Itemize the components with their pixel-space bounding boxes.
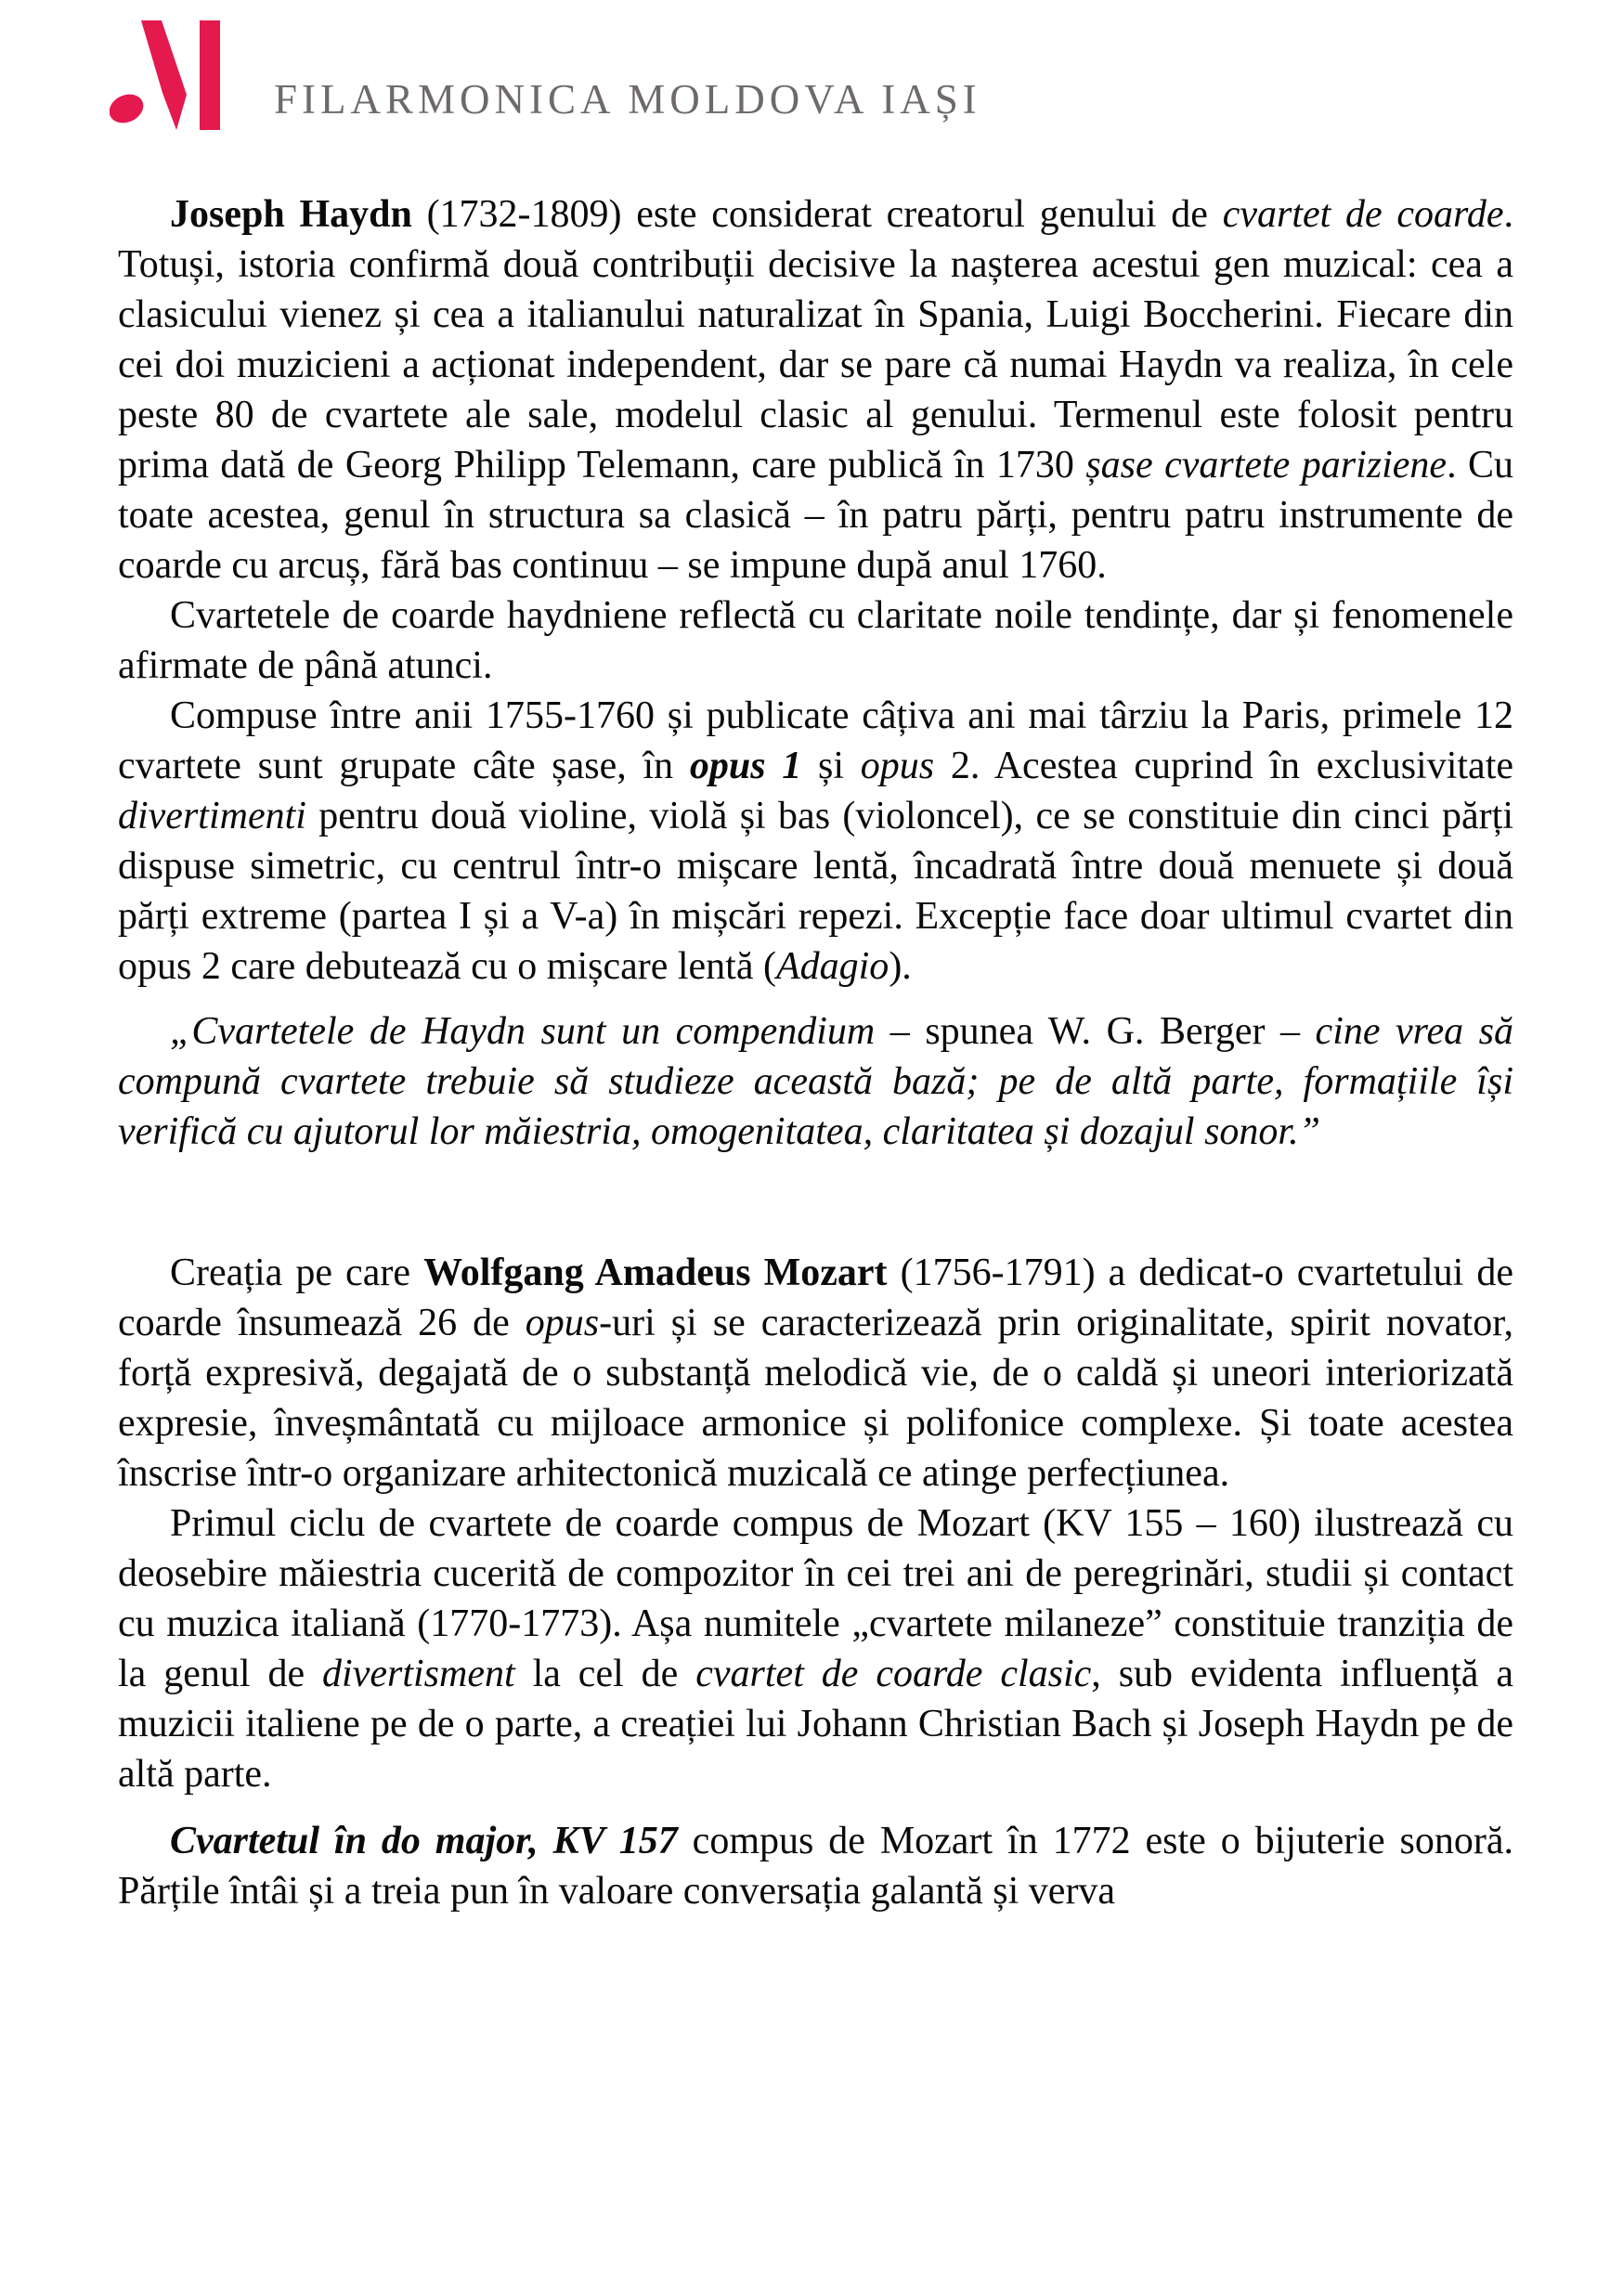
text-segment-regular: -uri și se caracterizează prin originalitate, spirit novator, forță expresivă, degajată de o substanță melodică vie, de o caldă și uneori interiorizată expresie, înveșmântată cu mijloace armonice și polifonice complexe. Și toate acestea înscrise într-o organizare arhitectonică muzicală ce atinge perfecțiunea.: [118, 1302, 1513, 1495]
text-segment-italic: divertisment: [322, 1653, 515, 1695]
body-paragraph: [118, 1816, 1513, 1916]
filarmonica-logo-icon: [110, 19, 226, 132]
logo-vertical-bar: [200, 20, 220, 130]
text-segment-bold-italic: Cvartetul în do major, KV 157: [170, 1820, 678, 1862]
logo-diagonal-stroke: [141, 20, 187, 130]
text-segment-regular: și: [801, 745, 861, 787]
text-segment-italic: șase cvartete pariziene: [1085, 444, 1448, 486]
text-segment-regular: la cel de: [514, 1653, 696, 1695]
logo-note-dot: [110, 89, 148, 128]
body-paragraph: [118, 691, 1513, 992]
text-segment-italic: opus: [525, 1302, 600, 1344]
brand-name: FILARMONICA MOLDOVA IAȘI: [274, 76, 981, 123]
text-segment-regular: , sub evidenta influență a muzicii italiene pe de o parte, a creației lui Johann Christian Bach și Joseph Haydn pe de altă parte.: [118, 1653, 1514, 1796]
text-segment-italic: cvartet de coarde clasic: [695, 1653, 1092, 1695]
text-segment-italic: Adagio: [775, 945, 889, 988]
text-segment-italic: cvartet de coarde: [1222, 193, 1504, 236]
text-segment-regular: Cvartetele de coarde haydniene reflectă cu claritate noile tendințe, dar și fenomenele afirmate de până atunci.: [118, 594, 1513, 687]
text-segment-italic: „Cvartetele de Haydn sunt un compendium: [170, 1010, 876, 1053]
body-paragraph: [118, 189, 1513, 590]
text-segment-bold-italic: opus 1: [689, 745, 802, 787]
text-segment-regular: ).: [889, 945, 912, 988]
text-segment-regular: (1732-1809) este considerat creatorul genului de: [411, 193, 1223, 236]
text-segment-regular: Primul ciclu de cvartete de coarde compus de Mozart (KV 155 – 160) ilustrează cu deosebire măiestria cucerită de compozitor în cei trei ani de peregrinări, studii și contact cu muzica italiană (1770-1773). Așa numitele „cvartete milaneze” constituie tranziția de la genul de: [118, 1502, 1513, 1695]
text-segment-bold: Joseph Haydn: [170, 193, 412, 236]
text-segment-bold: Wolfgang Amadeus Mozart: [423, 1252, 888, 1294]
text-segment-italic: divertimenti: [118, 795, 306, 837]
text-segment-regular: 2. Acestea cuprind în exclusivitate: [934, 745, 1514, 787]
text-segment-regular: pentru două violine, violă și bas (violoncel), ce se constituie din cinci părți dispuse simetric, cu centrul într-o mișcare lentă, încadrată între două menuete și două părți extreme (partea I și a V-a) în mișcări repezi. Excepție face doar ultimul cvartet din opus 2 care debutează cu o mișcare lentă (: [118, 795, 1513, 988]
text-segment-regular: . Totuși, istoria confirmă două contribuții decisive la nașterea acestui gen muzical: cea a clasicului vienez și cea a italianului naturalizat în Spania, Luigi Boccherini. Fiecare din cei doi muzicieni a acționat independent, dar se pare că numai Haydn va realiza, în cele peste 80 de cvartete ale sale, modelul clasic al genului. Termenul este folosit pentru prima dată de Georg Philipp Telemann, care publică în 1730: [118, 193, 1513, 486]
text-segment-regular: (1756-1791) a dedicat-o cvartetului de coarde însumează 26 de: [118, 1252, 1513, 1344]
text-segment-regular: Creația pe care: [170, 1252, 424, 1294]
header: [110, 19, 981, 132]
body-paragraph: [118, 1498, 1513, 1799]
text-segment-regular: – spunea W. G. Berger –: [875, 1010, 1316, 1053]
text-segment-italic: opus: [860, 745, 935, 787]
quote-paragraph: [118, 1006, 1513, 1157]
article-body: [118, 189, 1513, 1916]
body-paragraph: [118, 590, 1513, 691]
text-segment-italic: cine vrea să compună cvartete trebuie să studieze această bază; pe de altă parte, formațiile își verifică cu ajutorul lor măiestria, omogenitatea, claritatea și dozajul sonor.”: [118, 1010, 1513, 1153]
text-segment-regular: . Cu toate acestea, genul în structura sa clasică – în patru părți, pentru patru instrumente de coarde cu arcuș, fără bas continuu – se impune după anul 1760.: [118, 444, 1514, 587]
text-segment-regular: Compuse între anii 1755-1760 și publicate câțiva ani mai târziu la Paris, primele 12 cvartete sunt grupate câte șase, în: [118, 694, 1513, 787]
text-segment-regular: compus de Mozart în 1772 este o bijuterie sonoră. Părțile întâi și a treia pun în valoare conversația galantă și verva: [118, 1820, 1513, 1913]
body-paragraph: [118, 1248, 1513, 1498]
